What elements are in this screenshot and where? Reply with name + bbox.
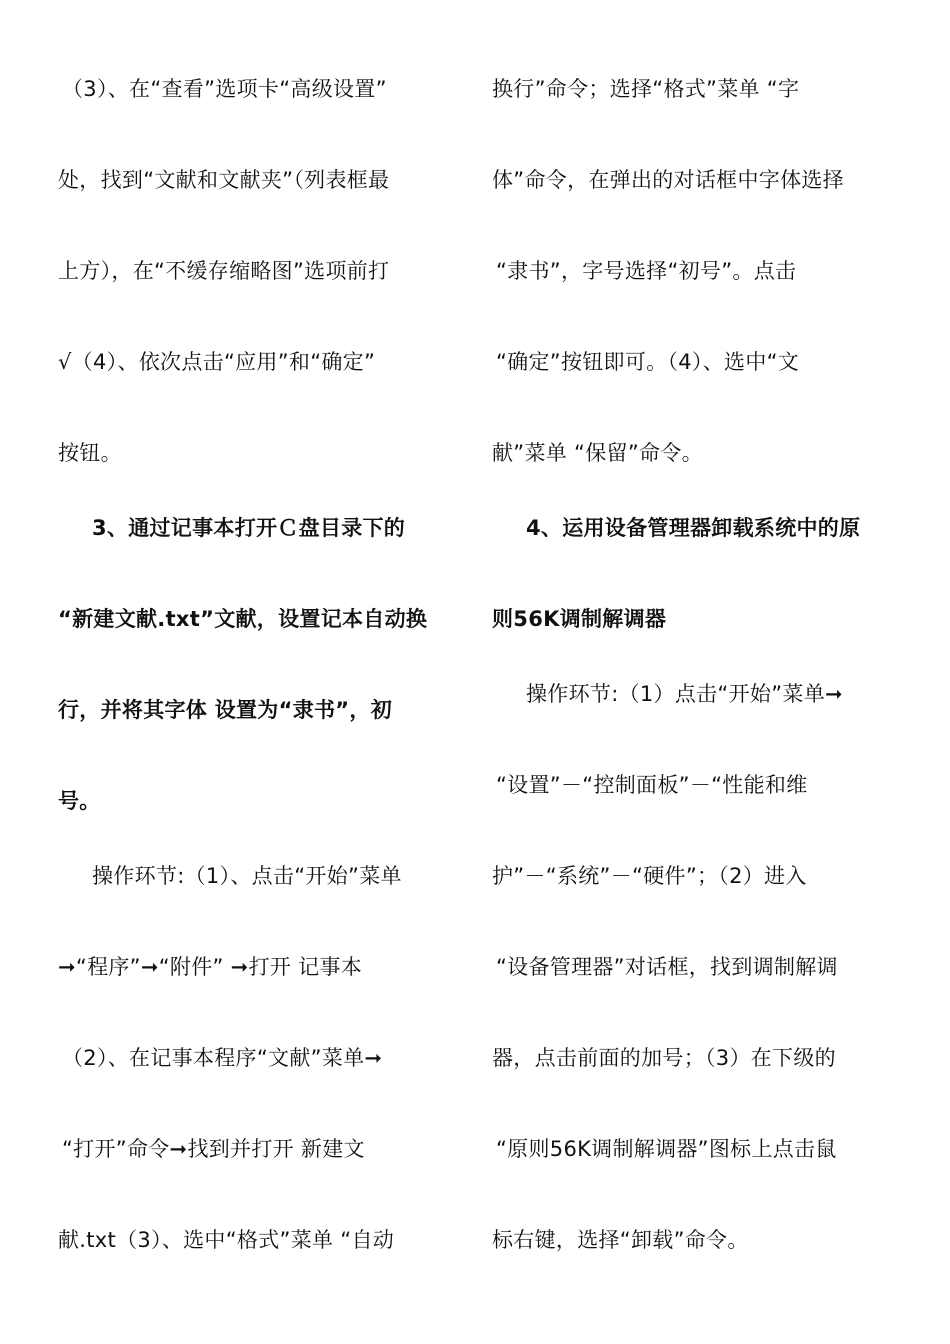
section-heading: 3、通过记事本打开Ｃ盘目录下的 [92,516,406,540]
section-heading: 4、运用设备管理器卸载系统中的原 [526,516,861,540]
text-line: 标右键，选择“卸载”命令。 [492,1228,749,1252]
text-line: “确定”按钮即可。（4）、选中“文 [496,350,800,374]
text-line: 护”－“系统”－“硬件”；（2）进入 [492,864,807,888]
section-heading: 号。 [58,789,101,813]
text-line: 操作环节:（1）、点击“开始”菜单 [92,864,402,888]
section-heading: 行，并将其字体 设置为“隶书”，初 [58,698,393,722]
text-line: 体”命令，在弹出的对话框中字体选择 [492,168,844,192]
text-line: （3）、在“查看”选项卡“高级设置” [62,77,387,101]
text-line: “设备管理器”对话框，找到调制解调 [496,955,838,979]
text-line: 上方），在“不缓存缩略图”选项前打 [58,259,390,283]
text-line: （2）、在记事本程序“文献”菜单➞ [62,1046,383,1070]
text-line: 按钮。 [58,441,122,465]
section-heading: “新建文献.txt”文献，设置记本自动换 [58,607,428,631]
text-line: 操作环节:（1）点击“开始”菜单➞ [526,682,843,706]
text-line: √（4）、依次点击“应用”和“确定” [58,350,376,374]
text-line: 献.txt（3）、选中“格式”菜单 “自动 [58,1228,395,1252]
text-line: “打开”命令➞找到并打开 新建文 [62,1137,365,1161]
text-line: 器，点击前面的加号；（3）在下级的 [492,1046,836,1070]
text-line: “设置”－“控制面板”－“性能和维 [496,773,808,797]
section-heading: 则56K调制解调器 [492,607,667,631]
text-line: 献”菜单 “保留”命令。 [492,441,703,465]
text-line: “隶书”，字号选择“初号”。点击 [496,259,797,283]
text-line: “原则56K调制解调器”图标上点击鼠 [496,1137,837,1161]
text-line: 换行”命令；选择“格式”菜单 “字 [492,77,800,101]
text-line: ➞“程序”➞“附件” ➞打开 记事本 [58,955,363,979]
text-line: 处，找到“文献和文献夹”（列表框最 [58,168,390,192]
